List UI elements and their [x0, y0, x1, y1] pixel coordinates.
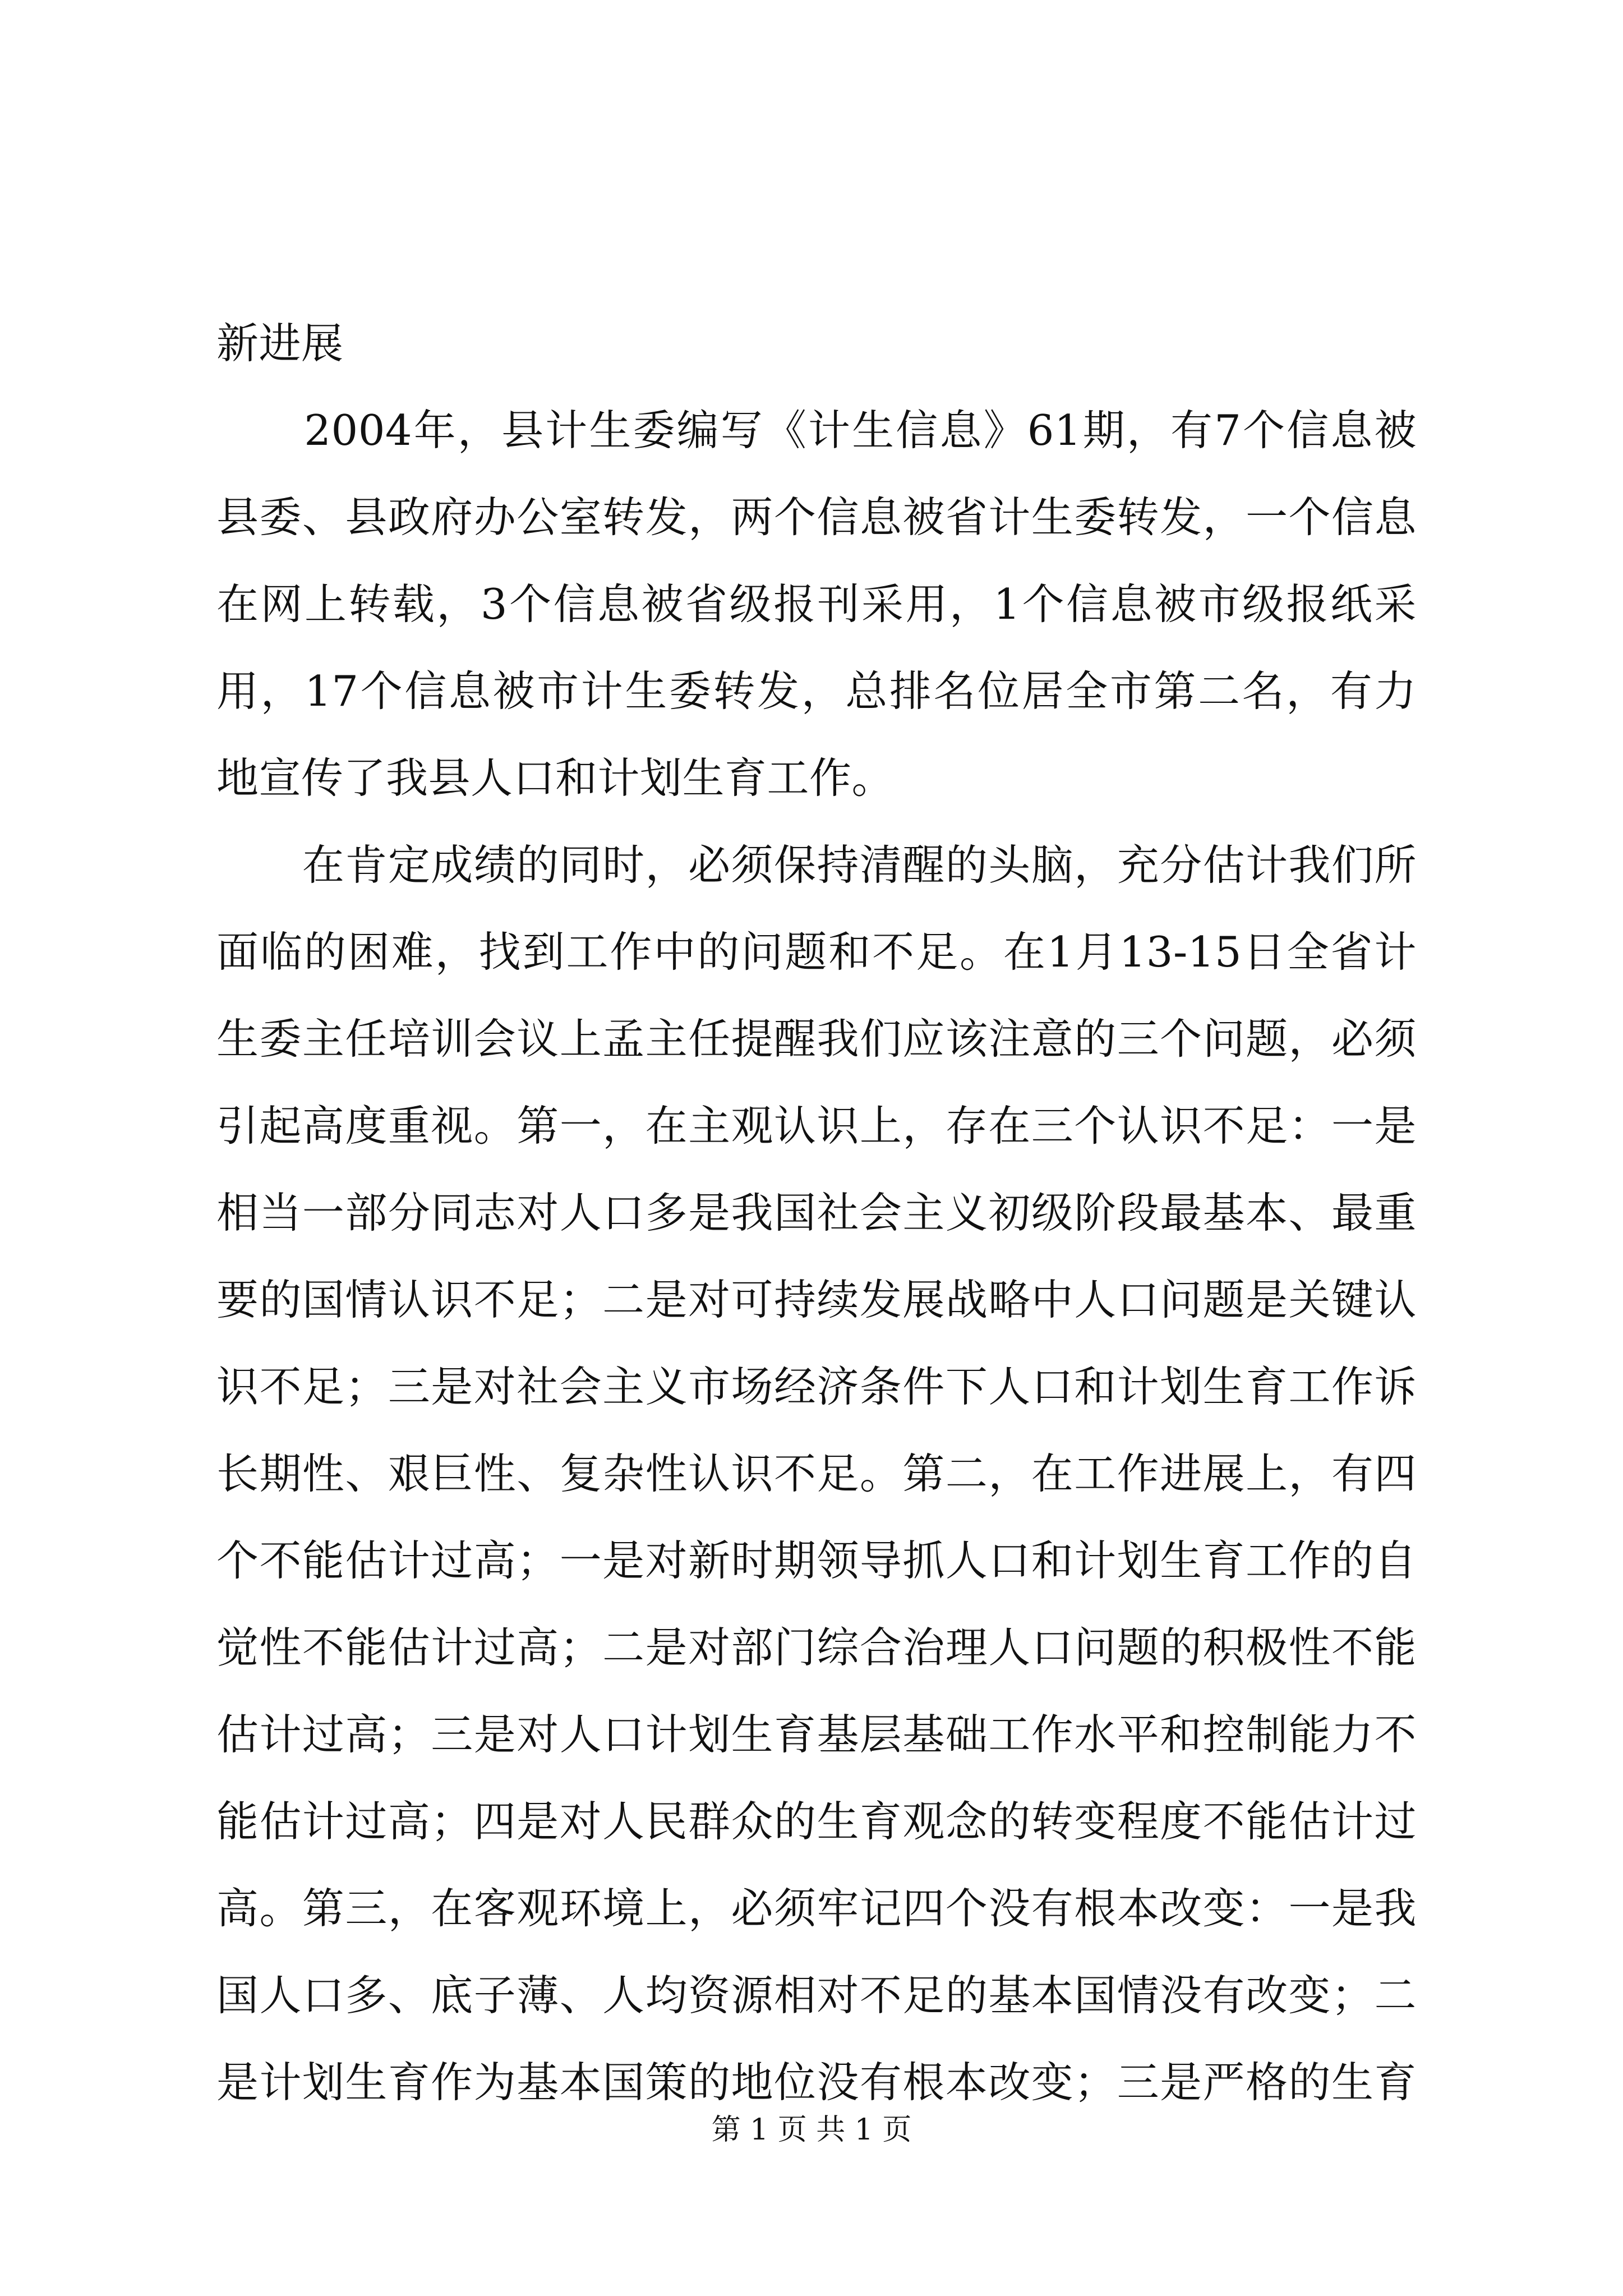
text-line: 个不能估计过高；一是对新时期领导抓人口和计划生育工作的自	[216, 1536, 1417, 1585]
text-line: 县委、县政府办公室转发，两个信息被省计生委转发，一个信息	[216, 493, 1417, 542]
text-line: 能估计过高；四是对人民群众的生育观念的转变程度不能估计过	[216, 1797, 1417, 1846]
text-line: 要的国情认识不足；二是对可持续发展战略中人口问题是关键认	[216, 1275, 1417, 1324]
text-line: 觉性不能估计过高；二是对部门综合治理人口问题的积极性不能	[216, 1623, 1417, 1672]
text-line: 生委主任培训会议上孟主任提醒我们应该注意的三个问题，必须	[216, 1014, 1417, 1064]
text-line: 用，17个信息被市计生委转发，总排名位居全市第二名，有力	[216, 666, 1417, 716]
text-line: 新进展	[216, 319, 344, 368]
text-line: 识不足；三是对社会主义市场经济条件下人口和计划生育工作诉	[216, 1362, 1417, 1411]
text-line: 相当一部分同志对人口多是我国社会主义初级阶段最基本、最重	[216, 1188, 1417, 1237]
text-line: 高。第三，在客观环境上，必须牢记四个没有根本改变：一是我	[216, 1884, 1417, 1933]
text-line: 在肯定成绩的同时，必须保持清醒的头脑，充分估计我们所	[216, 840, 1417, 890]
text-line: 国人口多、底子薄、人均资源相对不足的基本国情没有改变；二	[216, 1971, 1417, 2020]
text-line: 面临的困难，找到工作中的问题和不足。在1月13-15日全省计	[216, 927, 1417, 977]
document-body	[216, 300, 1417, 2126]
text-line: 引起高度重视。第一，在主观认识上，存在三个认识不足：一是	[216, 1101, 1417, 1151]
text-line: 是计划生育作为基本国策的地位没有根本改变；三是严格的生育	[216, 2058, 1417, 2107]
text-line: 在网上转载，3个信息被省级报刊采用，1个信息被市级报纸采	[216, 579, 1417, 629]
text-line: 2004年，县计生委编写《计生信息》61期，有7个信息被	[216, 406, 1417, 455]
page-number: 第 1 页 共 1 页	[711, 2113, 912, 2147]
page-footer	[0, 2110, 1623, 2150]
text-line: 长期性、艰巨性、复杂性认识不足。第二，在工作进展上，有四	[216, 1449, 1417, 1498]
text-line: 估计过高；三是对人口计划生育基层基础工作水平和控制能力不	[216, 1710, 1417, 1759]
text-line: 地宣传了我县人口和计划生育工作。	[216, 753, 895, 803]
